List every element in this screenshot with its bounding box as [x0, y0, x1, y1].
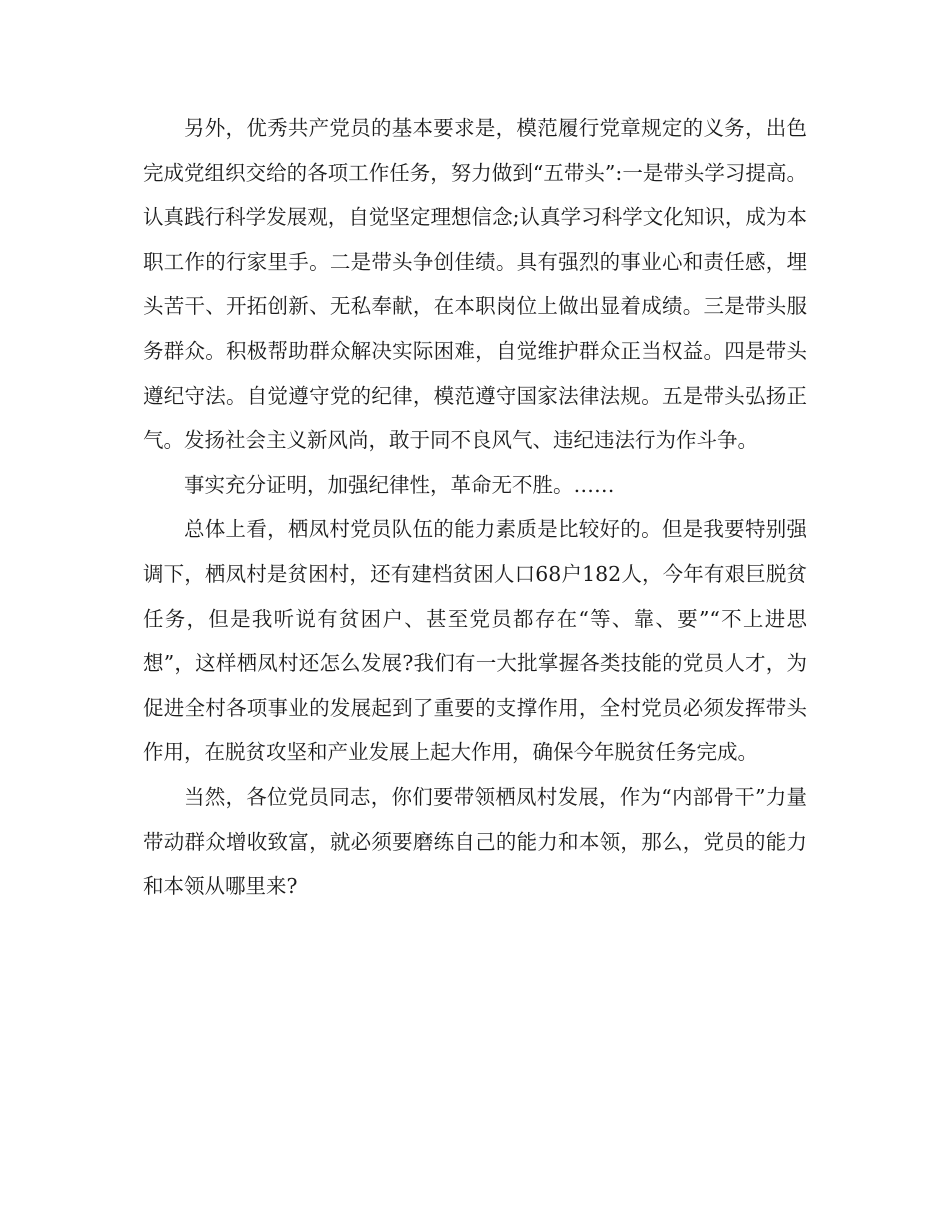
paragraph-village-overview: 总体上看，栖凤村党员队伍的能力素质是比较好的。但是我要特别强调下，栖凤村是贫困村，还有建档贫困人口68户182人，今年有艰巨脱贫任务，但是我听说有贫困户、甚至党员都存在“等、靠、要”“不上进思想”，这样栖凤村还怎么发展?我们有一大批掌握各类技能的党员人才，为促进全村各项事业的发展起到了重要的支撑作用，全村党员必须发挥带头作用，在脱贫攻坚和产业发展上起大作用，确保今年脱贫任务完成。 [143, 517, 807, 765]
paragraph-capability-question: 当然，各位党员同志，你们要带领栖凤村发展，作为“内部骨干”力量带动群众增收致富，就必须要磨练自己的能力和本领，那么，党员的能力和本领从哪里来? [143, 784, 807, 899]
paragraph-party-member-requirements: 另外，优秀共产党员的基本要求是，模范履行党章规定的义务，出色完成党组织交给的各项工作任务，努力做到“五带头”:一是带头学习提高。认真践行科学发展观，自觉坚定理想信念;认真学习科学文化知识，成为本职工作的行家里手。二是带头争创佳绩。具有强烈的事业心和责任感，埋头苦干、开拓创新、无私奉献，在本职岗位上做出显着成绩。三是带头服务群众。积极帮助群众解决实际困难，自觉维护群众正当权益。四是带头遵纪守法。自觉遵守党的纪律，模范遵守国家法律法规。五是带头弘扬正气。发扬社会主义新风尚，敢于同不良风气、违纪违法行为作斗争。 [143, 116, 807, 453]
paragraph-discipline-statement: 事实充分证明，加强纪律性，革命无不胜。…… [184, 472, 615, 497]
document-body [143, 106, 807, 909]
